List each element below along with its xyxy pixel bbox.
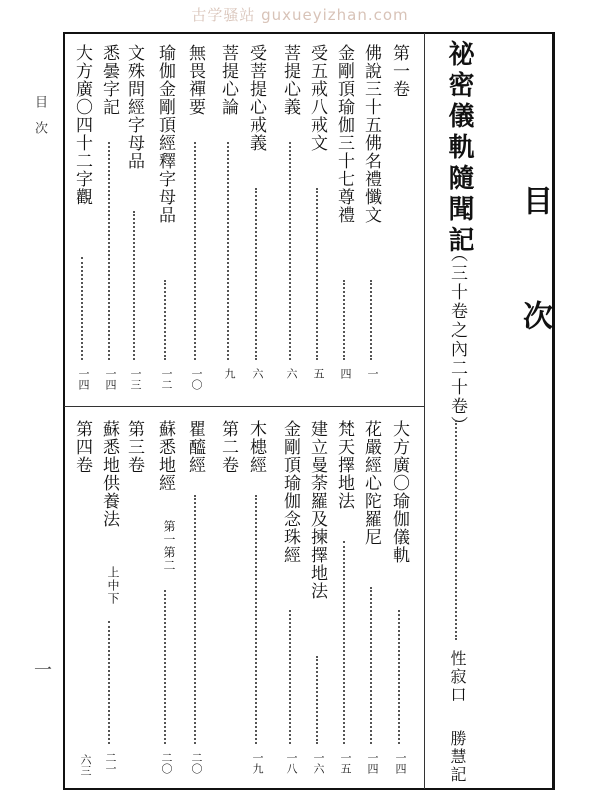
upper-entry-title: 瑜伽金剛頂經釋字母品 xyxy=(155,44,175,224)
lower-entry-title: 花嚴經心陀羅尼 xyxy=(361,420,381,546)
lower-entry-page: 一四 xyxy=(394,752,407,774)
lower-entry-leader xyxy=(255,495,259,744)
upper-entry-title: 第一卷 xyxy=(389,44,409,98)
lower-entry-page: 一四 xyxy=(366,752,379,774)
lower-entry-leader xyxy=(164,590,168,744)
lower-entry-title: 第二卷 xyxy=(218,420,238,474)
margin-label: 目 次 xyxy=(32,95,47,134)
upper-entry-title: 菩提心義 xyxy=(280,44,300,116)
lower-entry-page: 二〇 xyxy=(190,752,203,774)
toc-page-number: 六三 xyxy=(79,754,92,776)
lower-entry-title: 木槵經 xyxy=(246,420,266,474)
lower-entry-leader xyxy=(398,610,402,744)
upper-entry-title: 悉曇字記 xyxy=(99,44,119,116)
upper-entry-title: 受菩提心戒義 xyxy=(246,44,266,152)
upper-entry-leader xyxy=(81,257,85,360)
author-scribe: 勝慧記 xyxy=(448,730,467,784)
lower-entry-title: 瞿醯經 xyxy=(185,420,205,474)
margin-page-number: 一 xyxy=(31,660,52,678)
upper-entry-leader xyxy=(194,142,198,360)
lower-entry-title: 蘇悉地供養法 xyxy=(99,420,119,528)
upper-entry-title: 大方廣〇四十二字觀 xyxy=(72,44,92,206)
lower-entry-page: 一五 xyxy=(339,752,352,774)
watermark: 古学骚站 guxueyizhan.com xyxy=(191,6,409,24)
lower-entry-title: 大方廣〇瑜伽儀軌 xyxy=(389,420,409,564)
upper-entry-page: 四 xyxy=(339,368,352,379)
upper-entry-title: 佛說三十五佛名禮懺文 xyxy=(361,44,381,224)
lower-entry-page: 二一 xyxy=(104,752,117,774)
lower-entry-note: 第一第二 xyxy=(162,520,176,572)
lower-entry-leader xyxy=(289,610,293,744)
upper-entry-title: 菩提心論 xyxy=(218,44,238,116)
upper-entry-leader xyxy=(108,142,112,360)
upper-entry-page: 六 xyxy=(251,368,264,379)
title-leader xyxy=(455,420,459,640)
lower-entry-page: 一九 xyxy=(251,752,264,774)
lower-entry-leader xyxy=(194,495,198,744)
upper-entry-page: 九 xyxy=(223,368,236,379)
upper-entry-leader xyxy=(227,142,231,360)
lower-entry-title: 梵天擇地法 xyxy=(334,420,354,510)
upper-entry-leader xyxy=(370,280,374,360)
upper-entry-title: 無畏禪要 xyxy=(185,44,205,116)
section-divider xyxy=(64,406,424,407)
upper-entry-title: 受五戒八戒文 xyxy=(307,44,327,152)
book-title: 祕密儀軌隨聞記 xyxy=(444,40,474,257)
lower-entry-title: 第三卷 xyxy=(124,420,144,474)
lower-entry-leader xyxy=(108,621,112,744)
lower-entry-leader xyxy=(370,587,374,744)
upper-entry-title: 文殊問經字母品 xyxy=(124,44,144,170)
upper-entry-leader xyxy=(289,142,293,360)
lower-entry-page: 一八 xyxy=(285,752,298,774)
upper-entry-title: 金剛頂瑜伽三十七尊禮 xyxy=(334,44,354,224)
author-name: 性寂口 xyxy=(448,650,467,704)
upper-entry-leader xyxy=(164,280,168,360)
lower-entry-title: 建立曼荼羅及揀擇地法 xyxy=(307,420,327,600)
upper-entry-page: 一四 xyxy=(104,368,117,390)
lower-entry-title: 第四卷 xyxy=(72,420,92,474)
upper-entry-page: 一 xyxy=(366,368,379,379)
title-divider xyxy=(424,33,425,789)
upper-entry-page: 五 xyxy=(312,368,325,379)
lower-entry-note: 上中下 xyxy=(106,566,120,605)
lower-entry-leader xyxy=(343,541,347,744)
lower-entry-page: 一六 xyxy=(312,752,325,774)
lower-entry-page: 二〇 xyxy=(160,752,173,774)
upper-entry-leader xyxy=(316,188,320,360)
book-subtitle: （三十卷之內二十卷） xyxy=(447,245,467,435)
upper-entry-page: 一三 xyxy=(129,368,142,390)
lower-entry-title: 金剛頂瑜伽念珠經 xyxy=(280,420,300,564)
upper-entry-page: 一二 xyxy=(160,368,173,390)
lower-entry-leader xyxy=(316,656,320,744)
upper-entry-page: 六 xyxy=(285,368,298,379)
upper-entry-leader xyxy=(255,188,259,360)
upper-entry-leader xyxy=(133,211,137,360)
upper-entry-leader xyxy=(343,280,347,360)
heading-ci: 次 xyxy=(517,300,552,330)
lower-entry-title: 蘇悉地經 xyxy=(155,420,175,492)
upper-entry-page: 一四 xyxy=(77,368,90,390)
heading-mu: 目 xyxy=(517,185,552,215)
upper-entry-page: 一〇 xyxy=(190,368,203,390)
